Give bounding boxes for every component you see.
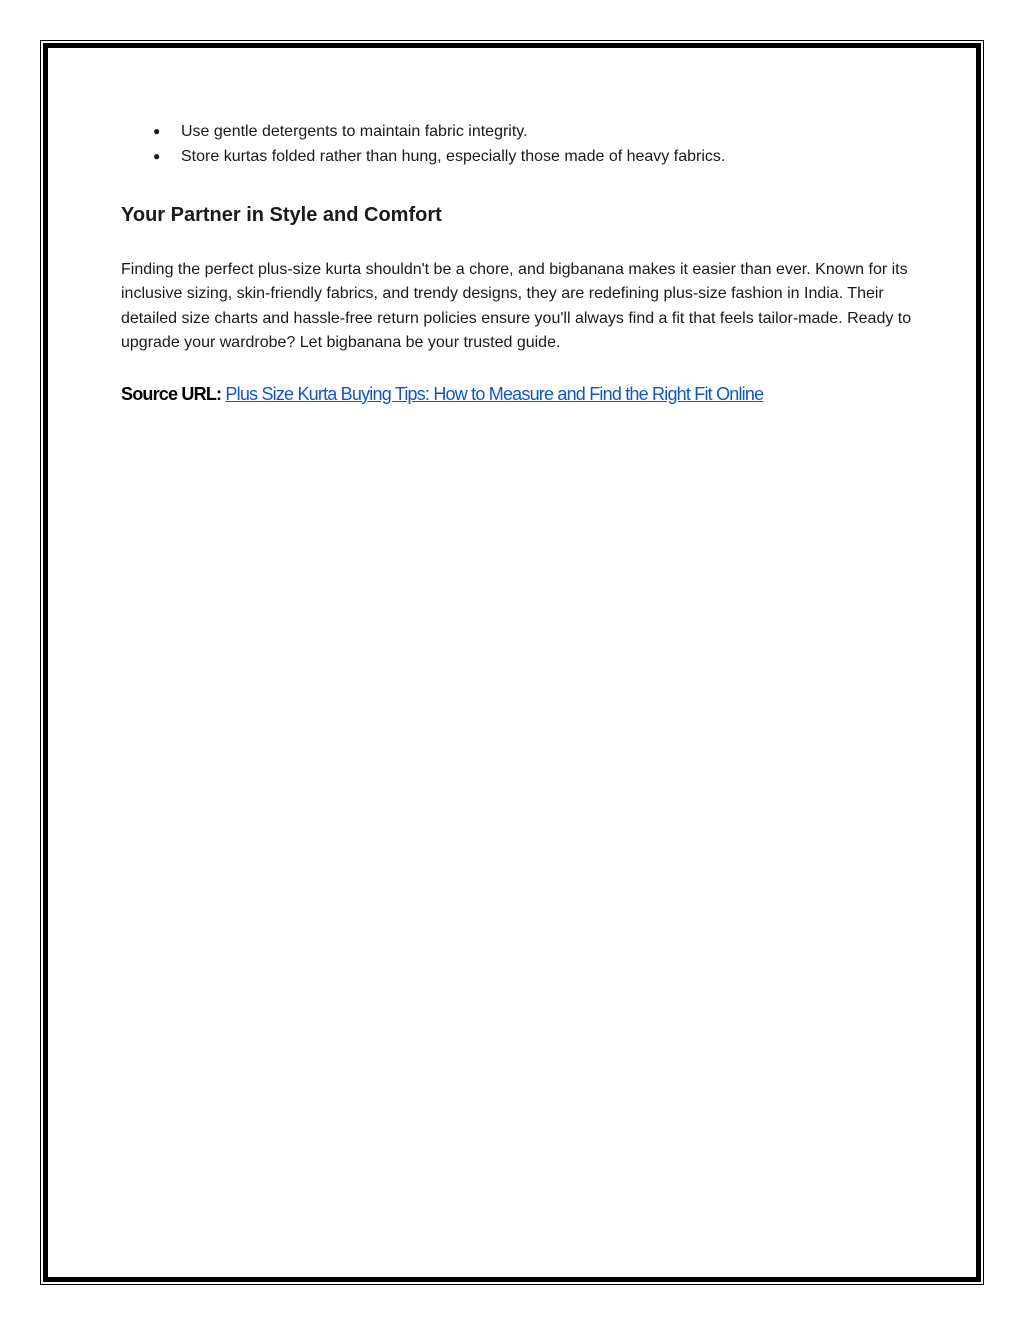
source-label: Source URL: xyxy=(121,383,222,404)
list-item xyxy=(121,119,921,144)
source-line xyxy=(121,382,921,406)
source-link[interactable]: Plus Size Kurta Buying Tips: How to Measure and Find the Right Fit Online xyxy=(225,383,764,404)
body-paragraph: Finding the perfect plus-size kurta shouldn't be a chore, and bigbanana makes it easier than ever. Known for its inclusive sizing, skin-friendly fabrics, and trendy designs, they are redefining plus-size fashion in India. Their detailed size charts and hassle-free return policies ensure you'll always find a fit that feels tailor-made. Ready to upgrade your wardrobe? Let bigbanana be your trusted guide. xyxy=(121,261,912,352)
bullet-icon: ● xyxy=(153,124,161,138)
care-tips-list xyxy=(121,119,921,169)
list-item-text: Use gentle detergents to maintain fabric integrity. xyxy=(181,123,528,140)
list-item xyxy=(121,144,921,169)
document-content xyxy=(121,119,921,406)
list-item-text: Store kurtas folded rather than hung, especially those made of heavy fabrics. xyxy=(181,148,726,165)
bullet-icon: ● xyxy=(153,149,161,163)
section-heading: Your Partner in Style and Comfort xyxy=(121,204,442,226)
